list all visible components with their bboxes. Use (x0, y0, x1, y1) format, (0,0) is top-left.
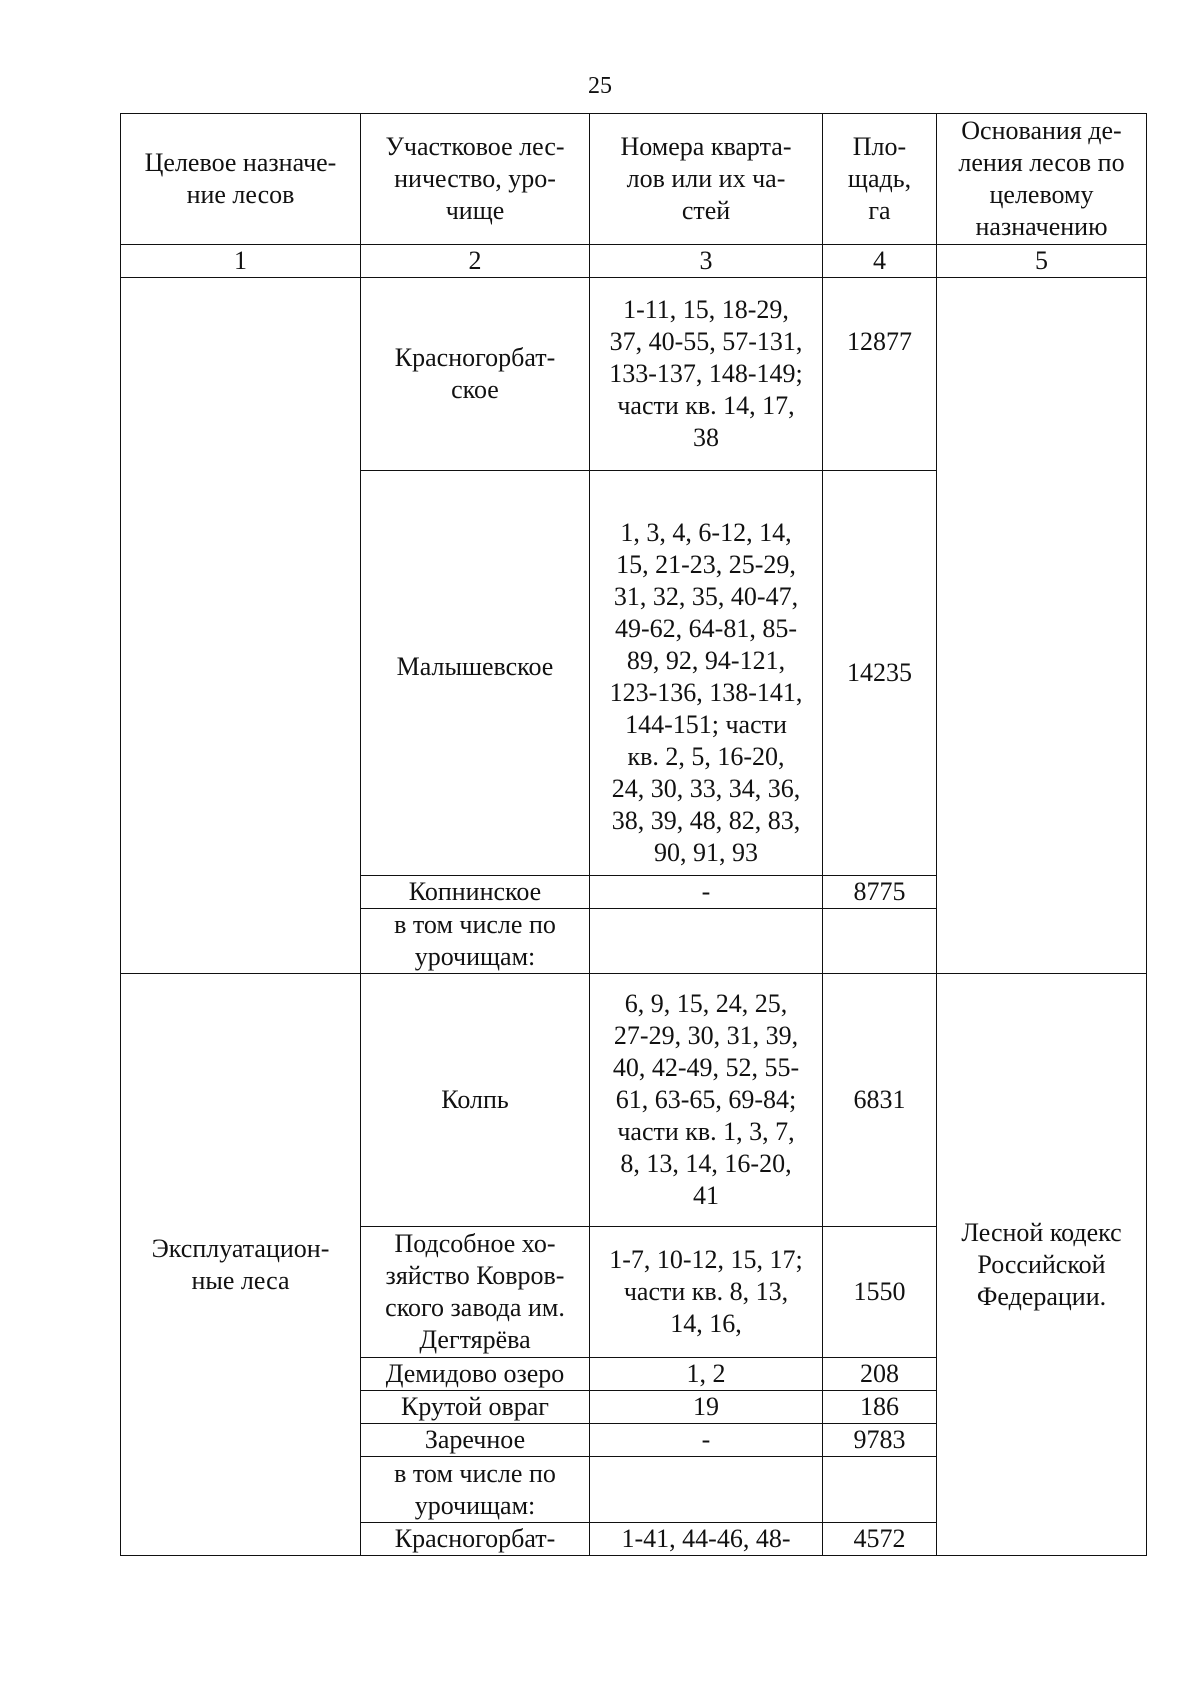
forestry-name-cell: Колпь (361, 974, 590, 1227)
quarters-cell: 1-11, 15, 18-29, 37, 40-55, 57-131, 133-137, 148-149; части кв. 14, 17, 38 (590, 278, 823, 471)
quarters-cell: - (590, 876, 823, 909)
area-cell (823, 1457, 937, 1523)
column-number: 2 (361, 245, 590, 278)
quarters-cell: 6, 9, 15, 24, 25, 27-29, 30, 31, 39, 40, 42-49, 52, 55- 61, 63-65, 69-84; части кв. 1, 3, 7, 8, 13, 14, 16-20, 41 (590, 974, 823, 1227)
table-row (121, 974, 1147, 1227)
forestry-name-cell: Крутой овраг (361, 1391, 590, 1424)
page-number: 25 (588, 73, 612, 99)
quarters-cell (590, 909, 823, 974)
column-number: 5 (937, 245, 1147, 278)
forestry-name-cell: Малышевское (361, 471, 590, 876)
quarters-cell: 1, 2 (590, 1358, 823, 1391)
header-quarters: Номера кварта- лов или их ча- стей (590, 114, 823, 245)
purpose-cell: Эксплуатацион- ные леса (121, 974, 361, 1556)
area-cell: 1550 (823, 1227, 937, 1358)
quarters-cell: 1-41, 44-46, 48- (590, 1523, 823, 1556)
purpose-cell-empty (121, 278, 361, 974)
column-number-row (121, 245, 1147, 278)
area-cell: 8775 (823, 876, 937, 909)
area-cell (823, 909, 937, 974)
forestry-name-cell: Демидово озеро (361, 1358, 590, 1391)
quarters-cell (590, 1457, 823, 1523)
forestry-name-cell: в том числе по урочищам: (361, 1457, 590, 1523)
header-row (121, 114, 1147, 245)
header-basis: Основания де- ления лесов по целевому назначению (937, 114, 1147, 245)
column-number: 4 (823, 245, 937, 278)
header-forestry: Участковое лес- ничество, уро- чище (361, 114, 590, 245)
area-cell: 4572 (823, 1523, 937, 1556)
basis-cell: Лесной кодекс Российской Федерации. (937, 974, 1147, 1556)
basis-cell-empty (937, 278, 1147, 974)
quarters-cell: 1, 3, 4, 6-12, 14, 15, 21-23, 25-29, 31, 32, 35, 40-47, 49-62, 64-81, 85- 89, 92, 94-121, 123-136, 138-141, 144-151; части кв. 2, 5, 16-20, 24, 30, 33, 34, 36, 38, 39, 48, 82, 83, 90, 91, 93 (590, 471, 823, 876)
forestry-name-cell: Заречное (361, 1424, 590, 1457)
forestry-name-cell: Красногорбат- ское (361, 278, 590, 471)
forest-purpose-table (120, 113, 1147, 1556)
forestry-name-cell: в том числе по урочищам: (361, 909, 590, 974)
header-area: Пло- щадь, га (823, 114, 937, 245)
area-cell: 6831 (823, 974, 937, 1227)
area-cell: 9783 (823, 1424, 937, 1457)
column-number: 1 (121, 245, 361, 278)
column-number: 3 (590, 245, 823, 278)
area-cell: 186 (823, 1391, 937, 1424)
area-cell: 14235 (823, 471, 937, 876)
forestry-name-cell: Красногорбат- (361, 1523, 590, 1556)
area-cell: 208 (823, 1358, 937, 1391)
quarters-cell: 1-7, 10-12, 15, 17; части кв. 8, 13, 14, 16, (590, 1227, 823, 1358)
forestry-name-cell: Подсобное хо- зяйство Ковров- ского завода им. Дегтярёва (361, 1227, 590, 1358)
quarters-cell: 19 (590, 1391, 823, 1424)
header-purpose: Целевое назначе- ние лесов (121, 114, 361, 245)
area-cell: 12877 (823, 278, 937, 471)
forestry-name-cell: Копнинское (361, 876, 590, 909)
table-row (121, 278, 1147, 471)
quarters-cell: - (590, 1424, 823, 1457)
